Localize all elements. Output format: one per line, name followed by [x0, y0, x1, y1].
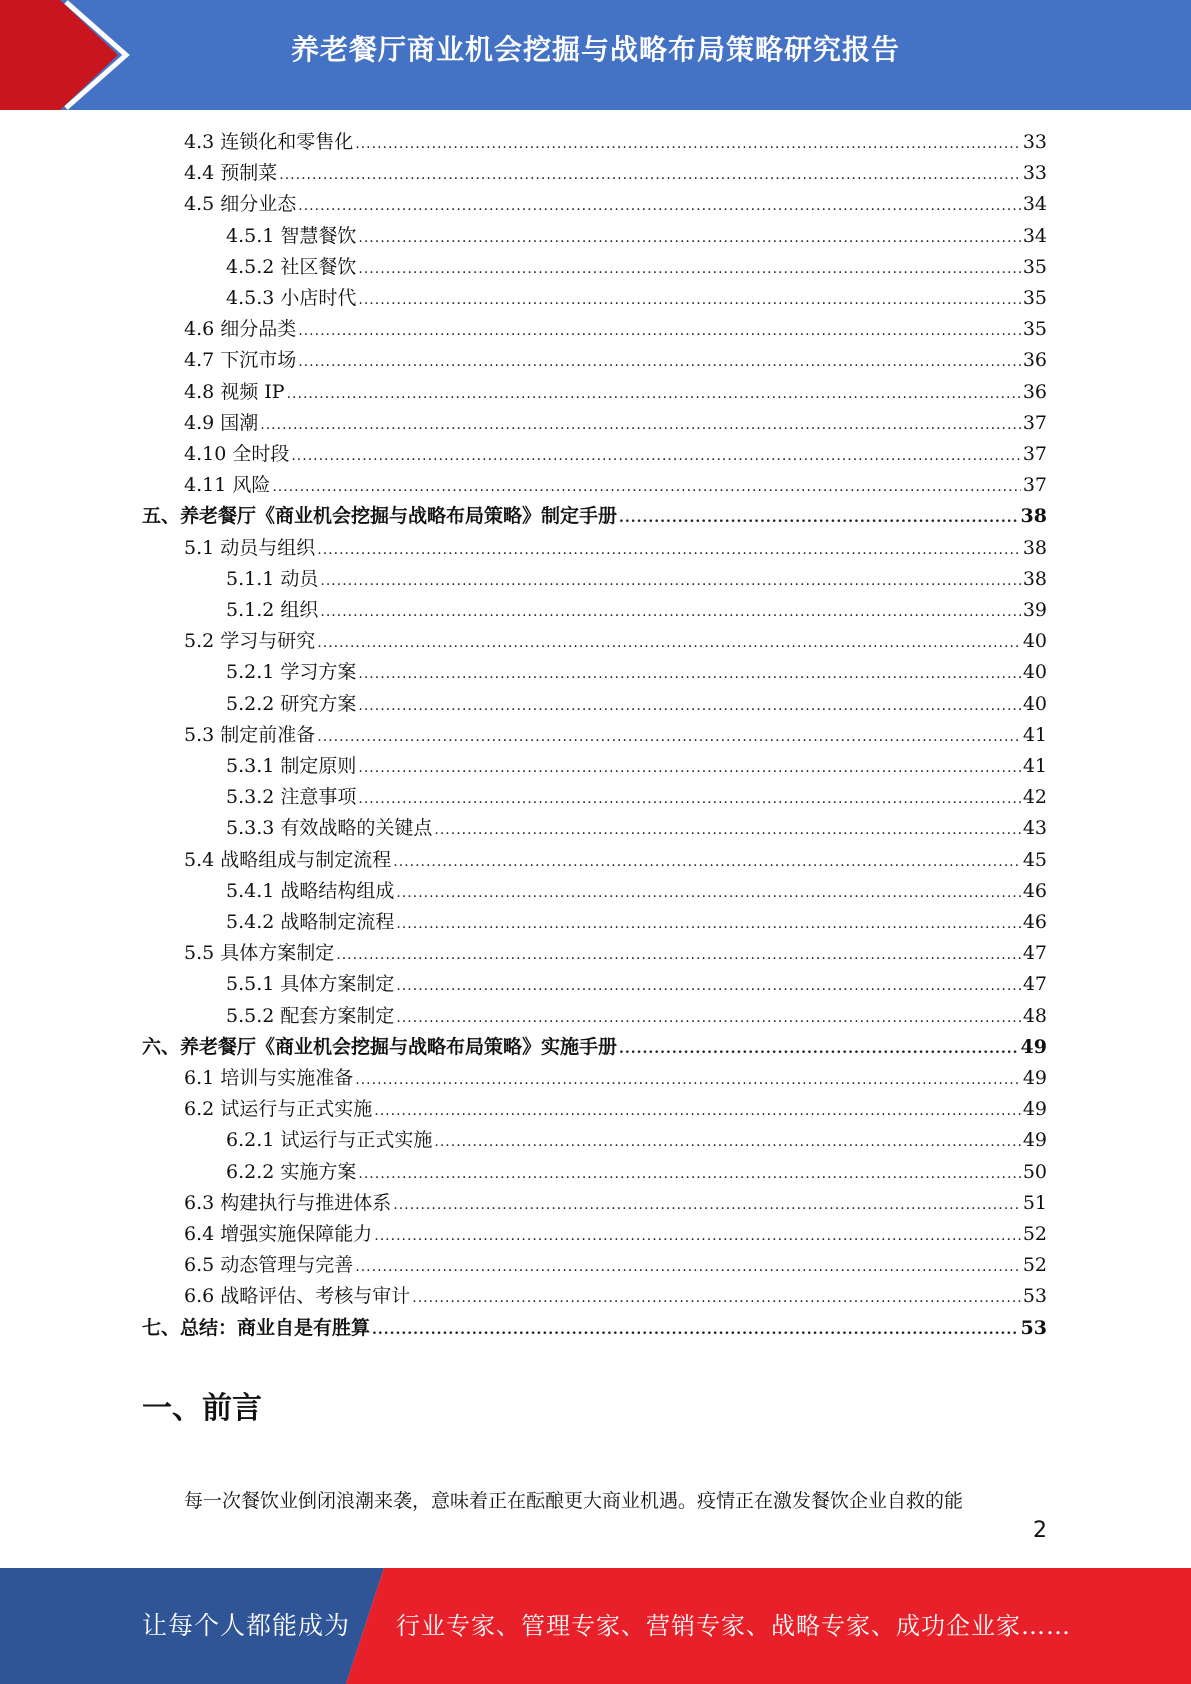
toc-entry-page: 35 [1022, 255, 1047, 278]
toc-entry-page: 41 [1022, 723, 1047, 746]
toc-entry-label: 5.1 动员与组织 [184, 536, 316, 559]
toc-entry[interactable] [226, 876, 1047, 907]
toc-entry[interactable] [184, 1219, 1047, 1250]
toc-dot-leader [374, 1103, 1021, 1119]
toc-entry-page: 41 [1022, 755, 1047, 777]
toc-dot-leader [358, 698, 1020, 714]
toc-entry-label: 4.5.2 社区餐饮 [226, 255, 357, 278]
toc-entry[interactable] [226, 782, 1047, 813]
toc-entry-label: 5.5.2 配套方案制定 [226, 1004, 395, 1027]
toc-entry-page: 35 [1022, 287, 1047, 309]
toc-entry-page: 49 [1022, 1129, 1047, 1152]
toc-entry-label: 4.6 细分品类 [184, 318, 297, 341]
toc-entry-label: 5.2.1 学习方案 [226, 661, 357, 684]
toc-entry[interactable] [184, 1281, 1047, 1312]
toc-entry-page: 38 [1020, 505, 1047, 528]
toc-entry-page: 33 [1022, 162, 1047, 185]
toc-entry-page: 33 [1022, 131, 1047, 153]
toc-entry-page: 51 [1022, 1191, 1047, 1214]
toc-entry-label: 5.3.1 制定原则 [226, 755, 357, 777]
toc-dot-leader [336, 947, 1021, 963]
toc-entry-page: 46 [1022, 911, 1047, 933]
toc-entry[interactable] [226, 252, 1047, 283]
toc-entry[interactable] [226, 907, 1047, 938]
toc-entry-label: 6.5 动态管理与完善 [184, 1254, 354, 1277]
toc-entry-label: 6.1 培训与实施准备 [184, 1067, 354, 1089]
toc-entry-page: 37 [1022, 474, 1047, 497]
toc-entry-page: 53 [1022, 1285, 1047, 1308]
toc-entry-label: 6.3 构建执行与推进体系 [184, 1191, 392, 1214]
toc-entry[interactable] [142, 1032, 1047, 1063]
toc-dot-leader [355, 1259, 1021, 1275]
toc-dot-leader [396, 978, 1020, 994]
section-heading: 一、前言 [142, 1391, 262, 1426]
toc-entry-label: 5.1.1 动员 [226, 567, 319, 590]
toc-entry-page: 37 [1022, 443, 1047, 465]
toc-entry[interactable] [184, 1188, 1047, 1219]
toc-entry-label: 五、养老餐厅《商业机会挖掘与战略布局策略》制定手册 [142, 505, 618, 528]
toc-entry-page: 46 [1022, 879, 1047, 902]
toc-entry[interactable] [184, 127, 1047, 158]
toc-entry-page: 35 [1022, 318, 1047, 341]
toc-entry-page: 34 [1022, 193, 1047, 216]
toc-dot-leader [619, 1041, 1019, 1057]
toc-entry-label: 4.5.1 智慧餐饮 [226, 224, 357, 247]
toc-entry-page: 40 [1022, 630, 1047, 653]
toc-entry-page: 42 [1022, 786, 1047, 809]
toc-entry-page: 40 [1022, 692, 1047, 715]
toc-entry-page: 36 [1022, 349, 1047, 372]
toc-entry[interactable] [184, 158, 1047, 189]
footer-slogan-right: 行业专家、管理专家、营销专家、战略专家、成功企业家…… [396, 1612, 1071, 1640]
toc-dot-leader [412, 1290, 1021, 1306]
toc-entry[interactable] [184, 1250, 1047, 1281]
toc-entry[interactable] [226, 689, 1047, 720]
toc-entry[interactable] [226, 564, 1047, 595]
toc-entry[interactable] [226, 1157, 1047, 1188]
toc-entry-page: 34 [1022, 224, 1047, 247]
toc-entry[interactable] [184, 439, 1047, 470]
toc-entry-page: 47 [1022, 942, 1047, 965]
toc-entry[interactable] [226, 657, 1047, 688]
toc-entry[interactable] [226, 969, 1047, 1000]
toc-entry[interactable] [184, 845, 1047, 876]
toc-dot-leader [396, 885, 1020, 901]
toc-entry-page: 43 [1022, 817, 1047, 840]
toc-dot-leader [320, 573, 1020, 589]
toc-entry[interactable] [184, 626, 1047, 657]
toc-entry[interactable] [184, 377, 1047, 408]
toc-entry-page: 50 [1022, 1160, 1047, 1183]
toc-entry-page: 38 [1022, 536, 1047, 559]
toc-entry-page: 45 [1022, 848, 1047, 871]
toc-entry-page: 48 [1022, 1004, 1047, 1027]
toc-entry-page: 36 [1022, 380, 1047, 403]
toc-entry[interactable] [226, 283, 1047, 314]
toc-entry-label: 5.4.1 战略结构组成 [226, 879, 395, 902]
toc-entry[interactable] [184, 1094, 1047, 1125]
toc-entry[interactable] [184, 533, 1047, 564]
toc-entry-page: 47 [1022, 973, 1047, 996]
toc-dot-leader [396, 916, 1020, 932]
toc-entry-label: 6.4 增强实施保障能力 [184, 1223, 373, 1245]
toc-dot-leader [396, 1010, 1020, 1026]
toc-entry[interactable] [184, 345, 1047, 376]
header-arrow-graphic [0, 0, 160, 110]
toc-dot-leader [358, 292, 1020, 308]
toc-dot-leader [298, 198, 1021, 214]
toc-entry-page: 38 [1022, 567, 1047, 590]
toc-entry-label: 6.6 战略评估、考核与审计 [184, 1285, 411, 1308]
toc-dot-leader [619, 510, 1019, 526]
toc-entry[interactable] [226, 751, 1047, 782]
toc-entry-label: 6.2.1 试运行与正式实施 [226, 1129, 433, 1152]
toc-dot-leader [355, 1072, 1021, 1088]
toc-dot-leader [358, 791, 1020, 807]
toc-entry-label: 4.5 细分业态 [184, 193, 297, 216]
toc-dot-leader [272, 479, 1020, 495]
toc-entry[interactable] [184, 470, 1047, 501]
toc-entry-label: 5.3.2 注意事项 [226, 786, 357, 809]
toc-entry-label: 4.8 视频 IP [184, 380, 285, 403]
toc-entry-label: 5.2.2 研究方案 [226, 692, 357, 715]
toc-dot-leader [372, 1322, 1019, 1338]
toc-entry-label: 5.5 具体方案制定 [184, 942, 335, 965]
toc-entry-page: 40 [1022, 661, 1047, 684]
toc-entry[interactable] [226, 1125, 1047, 1156]
toc-dot-leader [317, 635, 1021, 651]
toc-dot-leader [260, 417, 1021, 433]
toc-entry-page: 53 [1020, 1316, 1047, 1339]
toc-entry[interactable] [184, 1063, 1047, 1094]
toc-dot-leader [298, 354, 1021, 370]
toc-dot-leader [279, 167, 1021, 183]
toc-entry-page: 37 [1022, 411, 1047, 434]
toc-entry-label: 5.4 战略组成与制定流程 [184, 848, 392, 871]
toc-entry[interactable] [226, 595, 1047, 626]
toc-entry[interactable] [226, 813, 1047, 844]
toc-entry-label: 4.9 国潮 [184, 411, 259, 434]
toc-entry[interactable] [184, 408, 1047, 439]
toc-entry[interactable] [184, 189, 1047, 220]
toc-dot-leader [317, 542, 1021, 558]
toc-entry[interactable] [184, 314, 1047, 345]
toc-entry-page: 49 [1022, 1098, 1047, 1121]
page-number: 2 [1033, 1518, 1047, 1543]
toc-dot-leader [434, 822, 1020, 838]
toc-dot-leader [393, 1197, 1021, 1213]
report-title: 养老餐厅商业机会挖掘与战略布局策略研究报告 [290, 33, 900, 66]
page-footer [0, 1568, 1191, 1684]
toc-entry-label: 5.4.2 战略制定流程 [226, 911, 395, 933]
toc-entry-page: 52 [1022, 1223, 1047, 1245]
toc-dot-leader [358, 1166, 1020, 1182]
toc-dot-leader [298, 323, 1021, 339]
toc-dot-leader [393, 854, 1021, 870]
toc-entry-label: 5.2 学习与研究 [184, 630, 316, 653]
toc-entry[interactable] [184, 720, 1047, 751]
toc-entry-label: 4.11 风险 [184, 474, 271, 497]
toc-entry-label: 5.3 制定前准备 [184, 723, 316, 746]
toc-dot-leader [287, 386, 1021, 402]
toc-entry-page: 52 [1022, 1254, 1047, 1277]
toc-entry-page: 49 [1022, 1067, 1047, 1089]
toc-dot-leader [358, 261, 1020, 277]
toc-entry[interactable] [142, 1313, 1047, 1344]
toc-entry-label: 4.7 下沉市场 [184, 349, 297, 372]
toc-entry[interactable] [184, 938, 1047, 969]
toc-entry-label: 6.2.2 实施方案 [226, 1160, 357, 1183]
toc-dot-leader [358, 760, 1020, 776]
toc-dot-leader [358, 666, 1020, 682]
toc-entry-page: 39 [1022, 599, 1047, 621]
toc-dot-leader [355, 136, 1021, 152]
toc-dot-leader [374, 1228, 1021, 1244]
page-header [0, 0, 1191, 110]
toc-dot-leader [291, 448, 1020, 464]
toc-entry[interactable] [142, 501, 1047, 532]
toc-dot-leader [434, 1134, 1020, 1150]
toc-entry[interactable] [226, 1001, 1047, 1032]
toc-entry-label: 6.2 试运行与正式实施 [184, 1098, 373, 1121]
toc-entry-label: 4.4 预制菜 [184, 162, 278, 185]
toc-entry-label: 4.3 连锁化和零售化 [184, 131, 354, 153]
toc-entry-label: 七、总结：商业自是有胜算 [142, 1316, 371, 1339]
toc-entry-page: 49 [1020, 1035, 1047, 1058]
toc-entry[interactable] [226, 221, 1047, 252]
toc-entry-label: 4.5.3 小店时代 [226, 287, 357, 309]
toc-entry-label: 六、养老餐厅《商业机会挖掘与战略布局策略》实施手册 [142, 1035, 618, 1058]
body-paragraph: 每一次餐饮业倒闭浪潮来袭，意味着正在酝酿更大商业机遇。疫情正在激发餐饮企业自救的能 [184, 1490, 964, 1512]
toc-dot-leader [320, 604, 1020, 620]
footer-slogan-left: 让每个人都能成为 [142, 1611, 351, 1640]
toc-entry-label: 5.1.2 组织 [226, 599, 319, 621]
toc-entry-label: 5.5.1 具体方案制定 [226, 973, 395, 996]
toc-entry-label: 5.3.3 有效战略的关键点 [226, 817, 433, 840]
toc-dot-leader [358, 230, 1020, 246]
toc-dot-leader [317, 729, 1021, 745]
toc-entry-label: 4.10 全时段 [184, 443, 290, 465]
